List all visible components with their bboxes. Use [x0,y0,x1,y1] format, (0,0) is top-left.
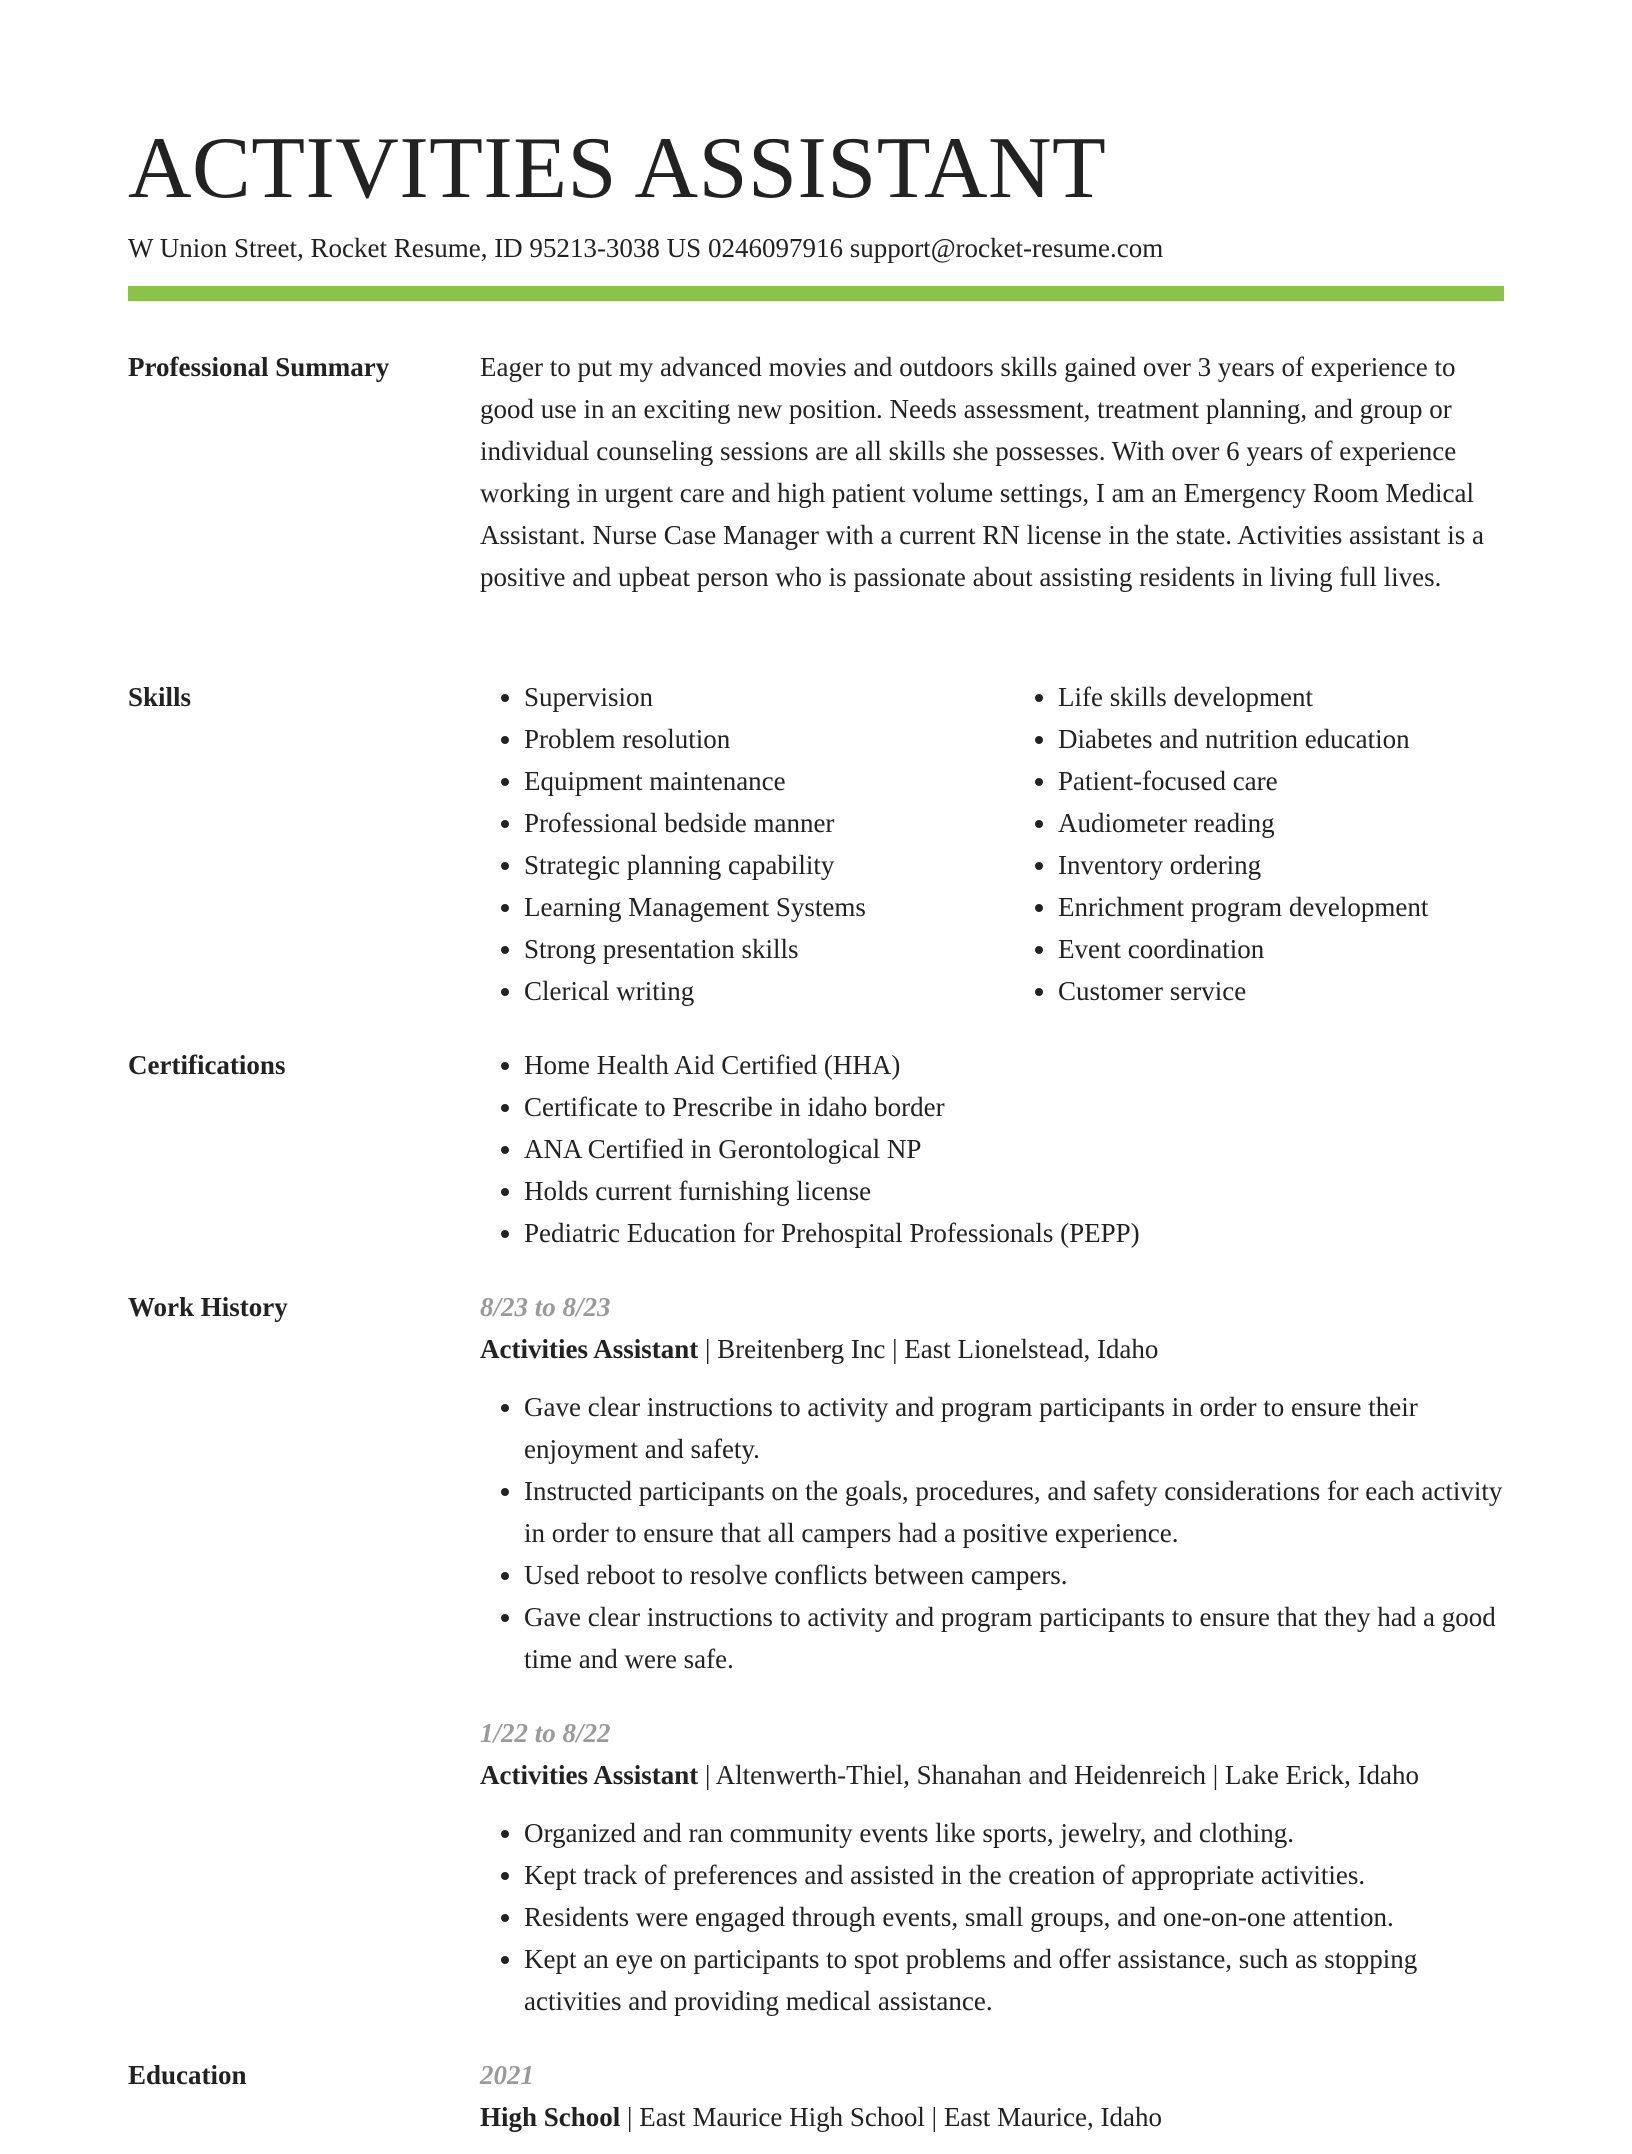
list-item: • Gave clear instructions to activity and program participants to ensure that they had a good time and were safe. [524,1596,1504,1680]
list-item: • Patient-focused care [1058,760,1504,802]
job-heading: Activities Assistant | Altenwerth-Thiel, Shanahan and Heidenreich | Lake Erick, Idaho [480,1760,1420,1790]
list-item: • Clerical writing [524,970,970,1012]
list-item: • Event coordination [1058,928,1504,970]
skills-list-left [480,676,970,1012]
education-school: East Maurice High School [639,2102,925,2132]
list-item: • Diabetes and nutrition education [1058,718,1504,760]
summary-text: Eager to put my advanced movies and outdoors skills gained over 3 years of experience to good use in an exciting new position. Needs assessment, treatment planning, and group or individual counseling sessions are all skills she possesses. With over 6 years of experience working in urgent care and high patient volume settings, I am an Emergency Room Medical Assistant. Nurse Case Manager with a current RN license in the state. Activities assistant is a positive and upbeat person who is passionate about assisting residents in living full lives. [480,352,1485,592]
list-item: • Organized and ran community events like sports, jewelry, and clothing. [524,1812,1504,1854]
skills-list-right [1014,676,1504,1012]
job-entry [480,1712,1504,2022]
section-title: Certifications [128,1050,286,1080]
list-item: • Problem resolution [524,718,970,760]
job-bullets [480,1812,1504,2022]
job-location: Lake Erick, Idaho [1224,1760,1420,1790]
education-date: 2021 [480,2060,534,2090]
section-body [480,346,1504,598]
list-item: • Holds current furnishing license [524,1170,1504,1212]
section-title: Work History [128,1292,288,1322]
certifications-list [480,1044,1504,1254]
list-item: • Kept an eye on participants to spot problems and offer assistance, such as stopping activities and providing medical assistance. [524,1938,1504,2022]
list-item: • Residents were engaged through events, small groups, and one-on-one attention. [524,1896,1504,1938]
skills-columns [480,676,1504,1012]
section-body [480,1044,1504,1254]
list-item: • Customer service [1058,970,1504,1012]
job-heading: Activities Assistant | Breitenberg Inc | East Lionelstead, Idaho [480,1334,1159,1364]
contact-info [128,230,1163,266]
list-item: • Strong presentation skills [524,928,970,970]
candidate-name: ACTIVITIES ASSISTANT [128,120,1107,217]
list-item: • Enrichment program development [1058,886,1504,928]
list-item: • Used reboot to resolve conflicts between campers. [524,1554,1504,1596]
list-item: • Audiometer reading [1058,802,1504,844]
section-body [480,1286,1504,2054]
list-item: • Supervision [524,676,970,718]
list-item: • Home Health Aid Certified (HHA) [524,1044,1504,1086]
job-employer: Altenwerth-Thiel, Shanahan and Heidenreich [715,1760,1206,1790]
contact-phone: 0246097916 [707,233,843,263]
job-dates: 8/23 to 8/23 [480,1292,611,1322]
list-item: • Pediatric Education for Prehospital Professionals (PEPP) [524,1212,1504,1254]
list-item: • Life skills development [1058,676,1504,718]
job-title: Activities Assistant [480,1334,699,1364]
list-item: • Kept track of preferences and assisted in the creation of appropriate activities. [524,1854,1504,1896]
section-title: Skills [128,682,192,712]
contact-address: W Union Street, Rocket Resume, ID 95213-3038 US [128,233,702,263]
job-title: Activities Assistant [480,1760,699,1790]
education-degree: High School [480,2102,621,2132]
section-body [480,2054,1504,2154]
contact-email[interactable]: support@rocket-resume.com [849,233,1164,263]
section-body [480,676,1504,1012]
job-bullets [480,1386,1504,1680]
list-item: • Strategic planning capability [524,844,970,886]
list-item: • Instructed participants on the goals, procedures, and safety considerations for each activity in order to ensure that all campers had a positive experience. [524,1470,1504,1554]
job-dates: 1/22 to 8/22 [480,1718,611,1748]
list-item: • ANA Certified in Gerontological NP [524,1128,1504,1170]
header-divider [128,286,1504,301]
list-item: • Certificate to Prescribe in idaho border [524,1086,1504,1128]
list-item: • Inventory ordering [1058,844,1504,886]
list-item: • Gave clear instructions to activity and program participants in order to ensure their enjoyment and safety. [524,1386,1504,1470]
job-entry [480,1286,1504,1680]
job-employer: Breitenberg Inc [717,1334,886,1364]
list-item: • Professional bedside manner [524,802,970,844]
section-title: Professional Summary [128,352,390,382]
education-heading: High School | East Maurice High School | East Maurice, Idaho [480,2102,1162,2132]
section-title: Education [128,2060,247,2090]
education-location: East Maurice, Idaho [943,2102,1162,2132]
job-location: East Lionelstead, Idaho [904,1334,1159,1364]
list-item: • Learning Management Systems [524,886,970,928]
list-item: • Equipment maintenance [524,760,970,802]
